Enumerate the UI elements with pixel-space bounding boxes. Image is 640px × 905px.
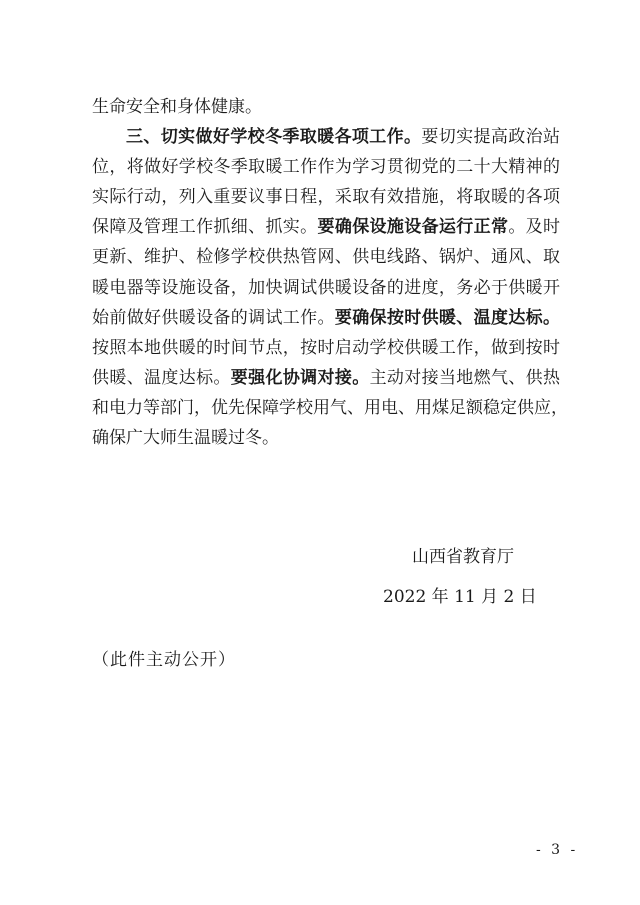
paragraph-line: 实际行动，列入重要议事日程，采取有效措施，将取暖的各项	[92, 187, 560, 208]
paragraph-line: 更新、维护、检修学校供热管网、供电线路、锅炉、通风、取	[92, 247, 560, 268]
paragraph-line: 和电力等部门，优先保障学校用气、用电、用煤足额稳定供应，	[92, 397, 568, 418]
body-text	[92, 92, 568, 453]
signature-date: 2022 年 11 月 2 日	[383, 587, 537, 607]
paragraph-line: 三、切实做好学校冬季取暖各项工作。要切实提高政治站	[126, 127, 560, 148]
paragraph-line: 确保广大师生温暖过冬。	[92, 428, 279, 449]
paragraph-line: 保障及管理工作抓细、抓实。要确保设施设备运行正常。及时	[92, 217, 561, 238]
paragraph-line: 始前做好供暖设备的调试工作。要确保按时供暖、温度达标。	[92, 307, 561, 328]
paragraph-line: 供暖、温度达标。要强化协调对接。主动对接当地燃气、供热	[92, 367, 561, 388]
paragraph-line: 位，将做好学校冬季取暖工作作为学习贯彻党的二十大精神的	[92, 157, 560, 178]
section-heading: 三、切实做好学校冬季取暖各项工作。	[126, 127, 422, 148]
page-number: - 3 -	[536, 842, 579, 858]
paragraph-line: 生命安全和身体健康。	[92, 97, 262, 117]
emphasis-text: 要确保设施设备运行正常	[317, 217, 509, 238]
emphasis-text: 要强化协调对接。	[230, 367, 370, 388]
paragraph-line: 暖电器等设施设备，加快调试供暖设备的进度，务必于供暖开	[92, 277, 560, 298]
disclosure-note: （此件主动公开）	[92, 650, 236, 670]
signature-organization: 山西省教育厅	[412, 547, 514, 567]
emphasis-text: 要确保按时供暖、温度达标。	[334, 307, 561, 328]
paragraph-line: 按照本地供暖的时间节点，按时启动学校供暖工作，做到按时	[92, 337, 560, 358]
